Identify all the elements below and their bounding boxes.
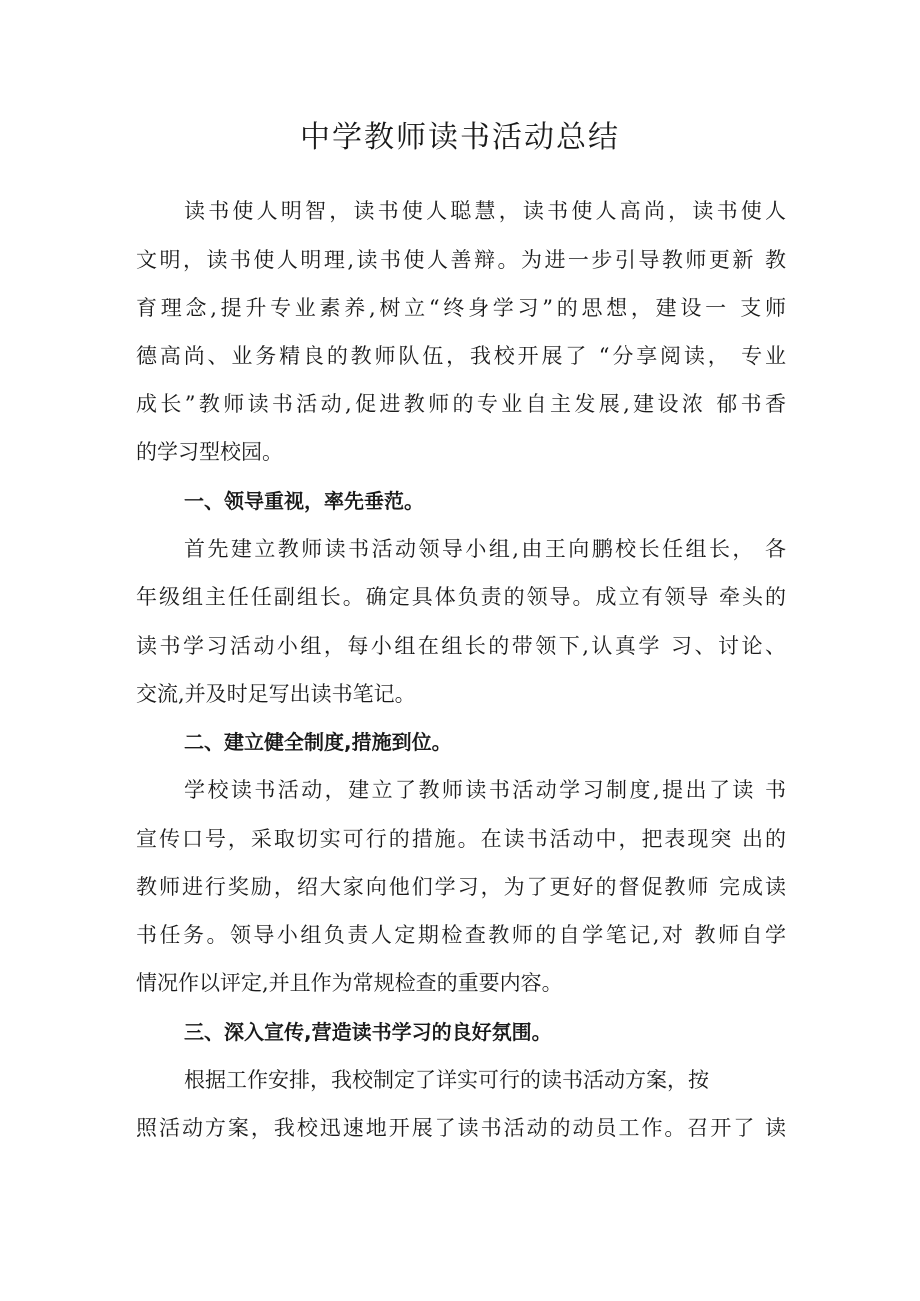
section-heading-1: 一、领导重视，率先垂范。 xyxy=(184,489,424,513)
paragraph-1-line-4: 德高尚、业务精良的教师队伍，我校开展了 “分享阅读， 专业 xyxy=(136,344,786,368)
paragraph-3-line-3: 教师进行奖励，绍大家向他们学习，为了更好的督促教师 完成读 xyxy=(136,875,786,899)
section-heading-2: 二、建立健全制度,措施到位。 xyxy=(184,730,452,754)
paragraph-1-line-1: 读书使人明智，读书使人聪慧，读书使人高尚，读书使人 xyxy=(184,199,786,223)
paragraph-1-line-5: 成长”教师读书活动,促进教师的专业自主发展,建设浓 郁书香 xyxy=(136,392,786,416)
paragraph-4-line-1: 根据工作安排，我校制定了详实可行的读书活动方案，按 xyxy=(184,1068,709,1092)
paragraph-3-line-1: 学校读书活动，建立了教师读书活动学习制度,提出了读 书 xyxy=(184,778,786,802)
paragraph-2-line-2: 年级组主任任副组长。确定具体负责的领导。成立有领导 牵头的 xyxy=(136,585,786,609)
paragraph-3-line-5: 情况作以评定,并且作为常规检查的重要内容。 xyxy=(136,971,563,995)
paragraph-3-line-2: 宣传口号，采取切实可行的措施。在读书活动中，把表现突 出的 xyxy=(136,827,786,851)
paragraph-1-line-3: 育理念,提升专业素养,树立“终身学习”的思想，建设一 支师 xyxy=(136,296,786,320)
paragraph-2-line-3: 读书学习活动小组，每小组在组长的带领下,认真学 习、讨论、 xyxy=(136,634,786,658)
paragraph-2-line-4: 交流,并及时足写出读书笔记。 xyxy=(136,682,416,706)
paragraph-1-line-2: 文明，读书使人明理,读书使人善辩。为进一步引导教师更新 教 xyxy=(136,248,786,272)
section-heading-3: 三、深入宣传,营造读书学习的良好氛围。 xyxy=(184,1020,552,1044)
paragraph-4-line-2: 照活动方案，我校迅速地开展了读书活动的动员工作。召开了 读 xyxy=(136,1116,786,1140)
document-title: 中学教师读书活动总结 xyxy=(300,120,620,155)
paragraph-1-line-6: 的学习型校园。 xyxy=(136,440,283,464)
paragraph-2-line-1: 首先建立教师读书活动领导小组,由王向鹏校长任组长， 各 xyxy=(184,537,786,561)
paragraph-3-line-4: 书任务。领导小组负责人定期检查教师的自学笔记,对 教师自学 xyxy=(136,923,786,947)
